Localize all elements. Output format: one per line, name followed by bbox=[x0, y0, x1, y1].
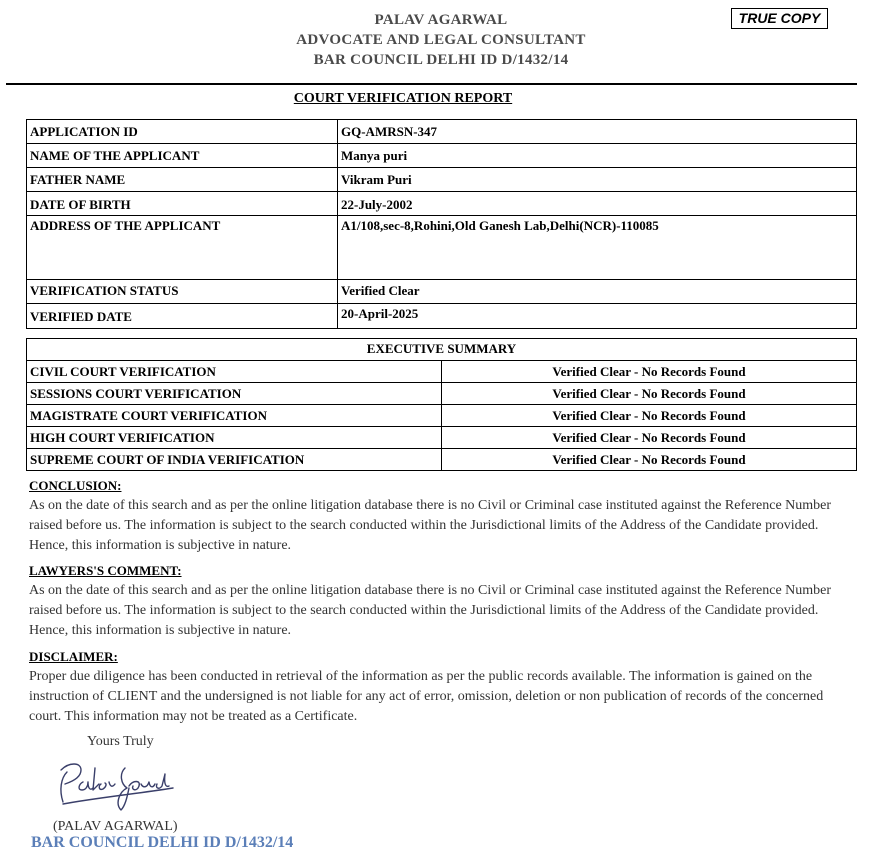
detail-label: APPLICATION ID bbox=[27, 120, 338, 144]
summary-value: Verified Clear - No Records Found bbox=[442, 427, 857, 449]
lawyers-comment-heading: LAWYERS'S COMMENT: bbox=[29, 563, 182, 578]
detail-label: ADDRESS OF THE APPLICANT bbox=[27, 216, 338, 280]
table-row bbox=[27, 192, 857, 216]
summary-label: CIVIL COURT VERIFICATION bbox=[27, 361, 442, 383]
summary-value: Verified Clear - No Records Found bbox=[442, 449, 857, 471]
conclusion-section bbox=[29, 478, 844, 556]
report-title: COURT VERIFICATION REPORT bbox=[293, 91, 513, 106]
true-copy-stamp: TRUE COPY bbox=[731, 8, 828, 29]
table-row bbox=[27, 339, 857, 361]
table-row bbox=[27, 144, 857, 168]
table-row bbox=[27, 280, 857, 304]
summary-label: SESSIONS COURT VERIFICATION bbox=[27, 383, 442, 405]
summary-value: Verified Clear - No Records Found bbox=[442, 383, 857, 405]
detail-value: Manya puri bbox=[338, 144, 857, 168]
advocate-bar-id: BAR COUNCIL DELHI ID D/1432/14 bbox=[313, 52, 569, 68]
disclaimer-heading: DISCLAIMER: bbox=[29, 649, 118, 664]
detail-label: NAME OF THE APPLICANT bbox=[27, 144, 338, 168]
table-row bbox=[27, 383, 857, 405]
disclaimer-section bbox=[29, 649, 844, 727]
yours-truly: Yours Truly bbox=[87, 734, 154, 749]
detail-label: DATE OF BIRTH bbox=[27, 192, 338, 216]
executive-summary-table bbox=[26, 338, 857, 471]
signer-bar-id: BAR COUNCIL DELHI ID D/1432/14 bbox=[31, 834, 294, 851]
summary-label: HIGH COURT VERIFICATION bbox=[27, 427, 442, 449]
detail-value: 22-July-2002 bbox=[338, 192, 857, 216]
summary-title: EXECUTIVE SUMMARY bbox=[27, 339, 857, 361]
lawyers-comment-section bbox=[29, 563, 844, 641]
table-row bbox=[27, 427, 857, 449]
summary-label: SUPREME COURT OF INDIA VERIFICATION bbox=[27, 449, 442, 471]
table-row bbox=[27, 405, 857, 427]
table-row bbox=[27, 120, 857, 144]
applicant-details-table bbox=[26, 119, 857, 329]
table-row bbox=[27, 304, 857, 329]
disclaimer-text: Proper due diligence has been conducted in retrieval of the information as per the public records available. The information is gained on the instruction of CLIENT and the undersigned is not liable for any act of error, omission, deletion or non publication of records of the concerned court. This information may not be treated as a Certificate. bbox=[29, 669, 824, 724]
summary-value: Verified Clear - No Records Found bbox=[442, 361, 857, 383]
signer-name: (PALAV AGARWAL) bbox=[53, 819, 178, 834]
table-row bbox=[27, 168, 857, 192]
detail-label: VERIFICATION STATUS bbox=[27, 280, 338, 304]
summary-label: MAGISTRATE COURT VERIFICATION bbox=[27, 405, 442, 427]
table-row bbox=[27, 216, 857, 280]
summary-value: Verified Clear - No Records Found bbox=[442, 405, 857, 427]
advocate-designation: ADVOCATE AND LEGAL CONSULTANT bbox=[296, 32, 586, 48]
detail-value: Vikram Puri bbox=[338, 168, 857, 192]
advocate-name: PALAV AGARWAL bbox=[374, 12, 508, 28]
header-divider bbox=[6, 83, 857, 85]
detail-value: A1/108,sec-8,Rohini,Old Ganesh Lab,Delhi(NCR)-110085 bbox=[338, 216, 857, 280]
table-row bbox=[27, 449, 857, 471]
conclusion-heading: CONCLUSION: bbox=[29, 478, 122, 493]
signature-image bbox=[55, 758, 180, 813]
lawyers-comment-text: As on the date of this search and as per the online litigation database there is no Civil or Criminal case instituted against the Reference Number raised before us. The information is subject to the search conducted within the Jurisdictional limits of the Address of the Candidate provided. Hence, this information is subjective in nature. bbox=[29, 583, 832, 638]
detail-value: Verified Clear bbox=[338, 280, 857, 304]
conclusion-text: As on the date of this search and as per the online litigation database there is no Civil or Criminal case instituted against the Reference Number raised before us. The information is subject to the search conducted within the Jurisdictional limits of the Address of the Candidate provided. Hence, this information is subjective in nature. bbox=[29, 498, 832, 553]
detail-label: FATHER NAME bbox=[27, 168, 338, 192]
table-row bbox=[27, 361, 857, 383]
detail-label: VERIFIED DATE bbox=[27, 304, 338, 329]
detail-value: GQ-AMRSN-347 bbox=[338, 120, 857, 144]
detail-value: 20-April-2025 bbox=[338, 304, 857, 329]
